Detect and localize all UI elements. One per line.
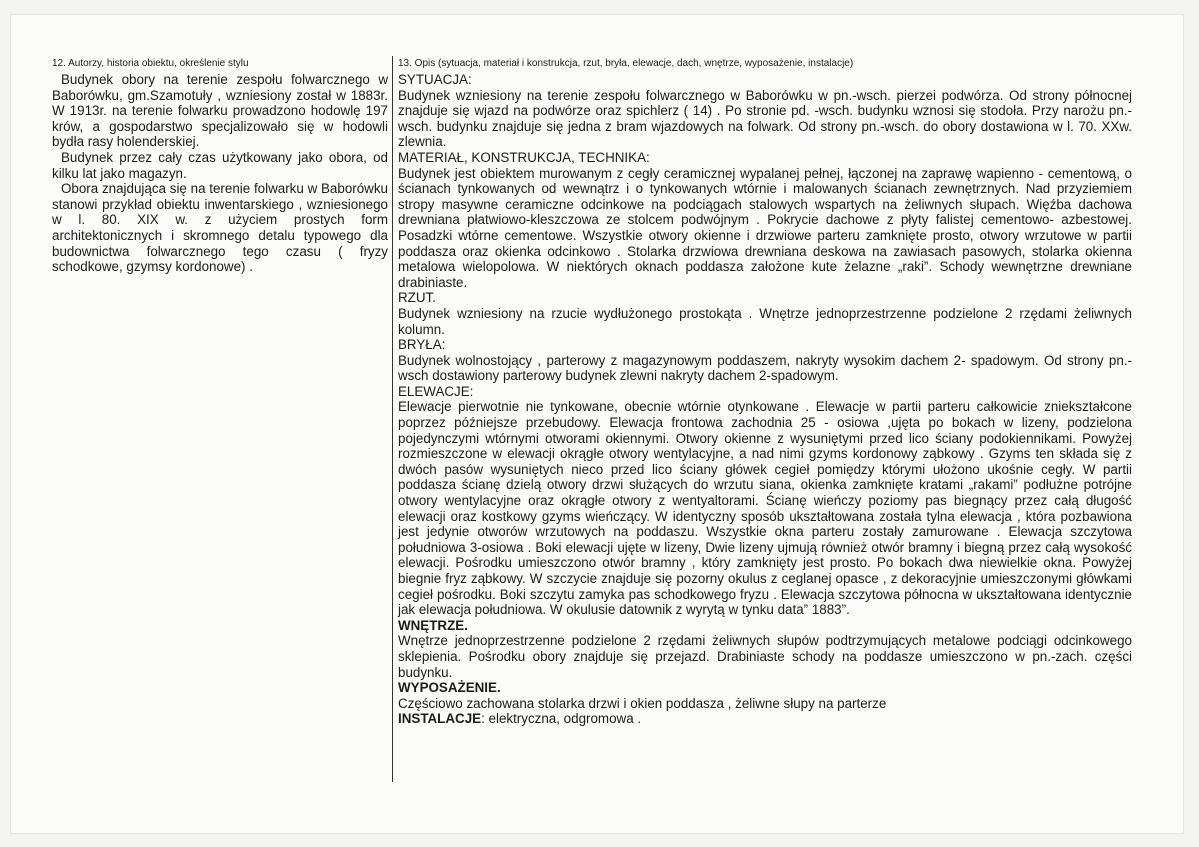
text-rzut: Budynek wzniesiony na rzucie wydłużonego prostokąta . Wnętrze jednoprzestrzenne podzielone 2 rzędami żeliwnych kolumn. bbox=[398, 305, 1132, 337]
instalacje-line bbox=[398, 711, 1132, 727]
text-instalacje: : elektryczna, odgromowa . bbox=[481, 711, 642, 727]
history-paragraph-1: Budynek obory na terenie zespołu folwarcznego w Baborówku, gm.Szamotuły , wzniesiony został w 1883r. W 1913r. na terenie folwarku prowadzono hodowlę 197 krów, a gospodarstwo specjalizowało się w hodowli bydła rasy holenderskiej. bbox=[52, 72, 388, 150]
heading-wyposazenie: WYPOSAŻENIE. bbox=[398, 680, 501, 696]
left-section-header: 12. Autorzy, historia obiektu, określenie stylu bbox=[52, 58, 249, 69]
left-column bbox=[52, 58, 388, 275]
text-wnetrze: Wnętrze jednoprzestrzenne podzielone 2 rzędami żeliwnych słupów podtrzymujących metalowe podciągi odcinkowego sklepienia. Pośrodku obory znajduje się przejazd. Drabiniaste schody na poddasze umieszczono w pn.-zach. części budynku. bbox=[398, 633, 1132, 680]
heading-material: MATERIAŁ, KONSTRUKCJA, TECHNIKA: bbox=[398, 149, 650, 165]
heading-bryla: BRYŁA: bbox=[398, 337, 446, 353]
heading-elewacje: ELEWACJE: bbox=[398, 383, 474, 399]
heading-sytuacja: SYTUACJA: bbox=[398, 72, 472, 87]
text-elewacje: Elewacje pierwotnie nie tynkowane, obecnie wtórnie otynkowane . Elewacje w partii parteru całkowicie zniekształcone poprzez późniejsze przebudowy. Elewacja frontowa zachodnia 25 - osiowa ,ujęta po bokach w lizeny, podzielona pojedynczymi wtórnymi otworami okiennymi. Otwory okienne z wysuniętymi przed lico ściany podokiennikami. Powyżej rozmieszczone w elewacji okrągłe otwory wentylacyjne, a nad nimi gzyms kordonowy ząbkowy . Gzyms ten składa się z dwóch pasów wysuniętych nieco przed lico ściany główek cegieł pomiędzy którymi ułożono ukośnie cegły. W partii poddasza ścianę dzielą otwory drzwi służących do wrzutu siana, okienka zamknięte kratami „rakami” podłużne potrójne otwory wentylacyjne oraz okrągłe otwory z wentyaltorami. Ścianę wieńczy poziomy pas biegnący przez całą długość elewacji oraz kostkowy gzyms wieńczący. W identyczny sposób ukształtowana została tylna elewacja , która pozbawiona jest jedynie otworów wrzutowych na poddaszu. Wszystkie okna parteru zostały zamurowane . Elewacja szczytowa południowa 3-osiowa . Boki elewacji ujęte w lizeny, Dwie lizeny ujmują również otwór bramny i biegną przez całą wysokość elewacji. Pośrodku umieszczono otwór bramny , który zamknięty jest prosto. Po bokach dwa niewielkie okna. Powyżej biegnie fryz ząbkowy. W szczycie znajduje się pozorny okulus z ceglanej opasce , z dekoracyjnie umieszczonymi główkami cegieł pośrodku. Boki szczytu zamyka pas schodkowego fryzu . Elewacja szczytowa północna w ukształtowana identycznie jak elewacja południowa. W okulusie datownik z wyrytą w tynku data” 1883”. bbox=[398, 399, 1132, 618]
text-sytuacja: Budynek wzniesiony na terenie zespołu folwarcznego w Baborówku w pn.-wsch. pierzei podwórza. Od strony północnej znajduje się wjazd na podwórze oraz spichlerz ( 14) . Po stronie pd. -wsch. budynku wznosi się stodoła. Przy narożu pn.-wsch. budynku znajduje się jedna z bram wjazdowych na folwark. Od strony pn.-wsch. do obory dostawiona w l. 70. XXw. zlewnia. bbox=[398, 87, 1132, 150]
heading-wnetrze: WNĘTRZE. bbox=[398, 617, 468, 633]
text-wyposazenie: Częściowo zachowana stolarka drzwi i okien poddasza , żeliwne słupy na parterze bbox=[398, 695, 887, 711]
history-paragraph-2: Budynek przez cały czas użytkowany jako obora, od kilku lat jako magazyn. bbox=[52, 149, 388, 181]
text-bryla: Budynek wolnostojący , parterowy z magazynowym poddaszem, nakryty wysokim dachem 2- spadowym. Od strony pn.-wsch dostawiony parterowy budynek zlewni nakryty dachem 2-spadowym. bbox=[398, 352, 1132, 384]
text-material: Budynek jest obiektem murowanym z cegły ceramicznej wypalanej pełnej, łączonej na zaprawę wapienno - cementową, o ścianach tynkowanych od wewnątrz i o tynkowanych wtórnie i malowanych ścianach zewnętrznych. Nad przyziemiem stropy masywne ceramiczne odcinkowe na podciągach stalowych wspartych na żeliwnych słupach. Więźba dachowa drewniana płatwiowo-kleszczowa ze stolcem podwójnym . Pokrycie dachowe z płyty falistej cementowo- azbestowej. Posadzki wtórne cementowe. Wszystkie otwory okienne i drzwiowe parteru zamknięte prosto, otwory wrzutowe w partii poddasza oraz okienka odcinkowo . Stolarka drzwiowa drewniana deskowa na zawiasach pasowych, stolarka okienna metalowa wielopolowa. W niektórych oknach poddasza założone kute żelazne „raki”. Schody wewnętrzne drewniane drabiniaste. bbox=[398, 165, 1132, 290]
right-section-header: 13. Opis (sytuacja, materiał i konstrukcja, rzut, bryła, elewacje, dach, wnętrze, wyposażenie, instalacje) bbox=[398, 58, 854, 69]
column-divider bbox=[392, 56, 393, 782]
history-paragraph-3: Obora znajdująca się na terenie folwarku w Baborówku stanowi przykład obiektu inwentarskiego , wzniesionego w l. 80. XIX w. z użyciem prostych form architektonicznych i skromnego detalu typowego dla budownictwa folwarcznego tego czasu ( fryzy schodkowe, gzymsy kordonowe) . bbox=[52, 181, 388, 275]
heading-instalacje: INSTALACJE bbox=[398, 711, 482, 727]
right-column bbox=[398, 58, 1132, 727]
heading-rzut: RZUT. bbox=[398, 290, 436, 306]
